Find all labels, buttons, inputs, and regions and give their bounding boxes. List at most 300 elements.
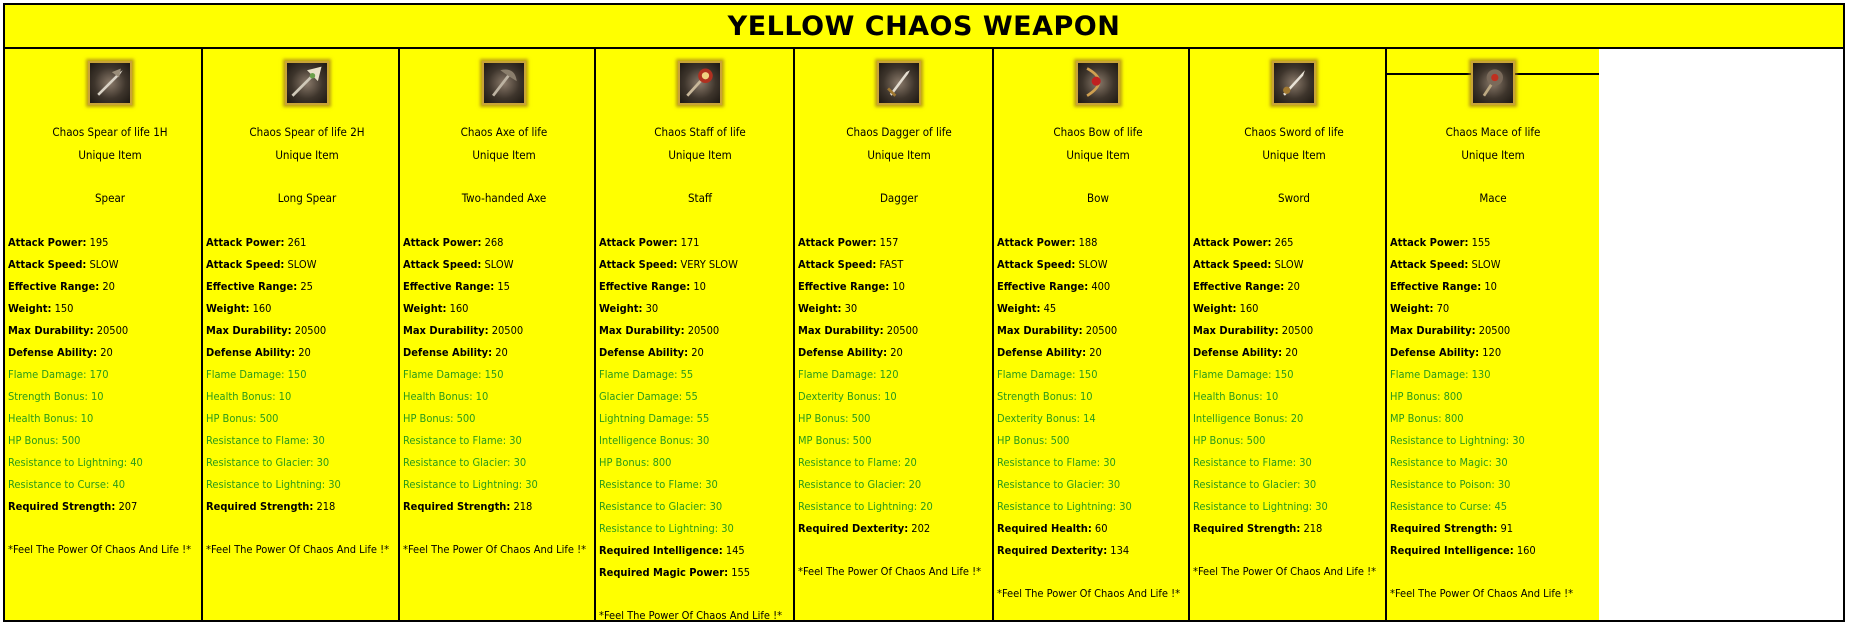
stat-value: FAST [876, 258, 904, 271]
stat-list [206, 235, 409, 556]
stat-label: Resistance to Glacier: [206, 456, 314, 469]
stat-row [206, 499, 409, 521]
stat-value: 60 [1091, 522, 1108, 535]
stat-row [403, 235, 606, 257]
stat-row [8, 477, 213, 499]
stat-value: 500 [1243, 434, 1266, 447]
stat-value: 10 [889, 280, 905, 293]
stat-label: Effective Range: [403, 280, 495, 293]
stat-value: 15 [494, 280, 510, 293]
stat-label: Flame Damage: [403, 368, 482, 381]
stat-row [798, 455, 1001, 477]
item-rarity: Unique Item [1461, 148, 1525, 162]
stat-value: 40 [109, 478, 126, 491]
stat-value: 30 [325, 478, 341, 491]
stat-label: Attack Power: [403, 236, 482, 249]
stat-label: Attack Speed: [403, 258, 482, 271]
stat-label: Resistance to Flame: [403, 434, 507, 447]
stat-row [1390, 345, 1597, 367]
stat-value: SLOW [86, 258, 119, 271]
stat-value: 20500 [684, 324, 720, 337]
stat-value: 155 [728, 566, 751, 579]
stat-label: Lightning Damage: [599, 412, 694, 425]
stat-label: Health Bonus: [8, 412, 78, 425]
stat-value: 261 [284, 236, 307, 249]
stat-label: Resistance to Lightning: [8, 456, 128, 469]
item-flavor-text: *Feel The Power Of Chaos And Life !* [599, 609, 783, 622]
stat-row [403, 323, 606, 345]
stat-value: 500 [58, 434, 81, 447]
stat-label: Required Magic Power: [599, 566, 729, 579]
stat-value: 20500 [93, 324, 129, 337]
item-name: Chaos Bow of life [1053, 125, 1143, 139]
stat-row [1390, 455, 1597, 477]
stat-value: 20 [492, 346, 508, 359]
item-type: Spear [94, 191, 126, 205]
weapon-card [594, 49, 806, 620]
stat-row [8, 323, 213, 345]
item-name: Chaos Sword of life [1244, 125, 1344, 139]
stat-label: MP Bonus: [798, 434, 850, 447]
stat-value: SLOW [1271, 258, 1304, 271]
item-rarity: Unique Item [472, 148, 536, 162]
item-type: Bow [1087, 191, 1109, 205]
stat-label: Resistance to Lightning: [206, 478, 326, 491]
stat-label: Max Durability: [206, 324, 292, 337]
stat-row [599, 455, 802, 477]
stat-row [403, 257, 606, 279]
stat-value: 800 [1440, 390, 1463, 403]
stat-value: 20 [905, 478, 922, 491]
stat-value: 20 [901, 456, 917, 469]
stat-label: Defense Ability: [599, 346, 689, 359]
stat-label: Weight: [997, 302, 1041, 315]
stat-row [1193, 433, 1396, 455]
stat-row [599, 499, 802, 521]
stat-list [8, 235, 213, 556]
stat-label: Attack Power: [997, 236, 1076, 249]
item-rarity: Unique Item [867, 148, 931, 162]
stat-row [1390, 521, 1597, 543]
stat-row [1193, 301, 1396, 323]
stat-row [599, 433, 802, 455]
stat-value: 20 [295, 346, 311, 359]
stat-row [599, 477, 802, 499]
weapon-card [201, 49, 413, 620]
stat-row [8, 499, 213, 521]
stat-label: Weight: [1193, 302, 1237, 315]
stat-value: 150 [1075, 368, 1098, 381]
stat-row [1193, 279, 1396, 301]
stat-value: 91 [1497, 522, 1514, 535]
stat-row [1390, 257, 1597, 279]
stat-label: Health Bonus: [403, 390, 473, 403]
stat-row [599, 389, 802, 411]
item-type: Mace [1479, 191, 1507, 205]
stat-value: 10 [275, 390, 292, 403]
stat-label: Health Bonus: [1193, 390, 1263, 403]
stat-row [997, 235, 1200, 257]
stat-row [206, 455, 409, 477]
stat-value: 500 [256, 412, 279, 425]
stat-label: Weight: [599, 302, 643, 315]
stat-value: 218 [313, 500, 336, 513]
stat-label: Resistance to Glacier: [599, 500, 707, 513]
stat-label: Attack Speed: [798, 258, 877, 271]
stat-row [403, 367, 606, 389]
stat-value: 10 [690, 280, 706, 293]
item-rarity: Unique Item [668, 148, 732, 162]
stat-label: Effective Range: [1193, 280, 1285, 293]
stat-value: 120 [876, 368, 899, 381]
stat-label: Flame Damage: [599, 368, 678, 381]
stat-value: 195 [86, 236, 109, 249]
stat-value: 188 [1075, 236, 1098, 249]
stat-row [1193, 499, 1396, 521]
stat-list [798, 235, 1001, 578]
stat-value: 157 [876, 236, 899, 249]
item-flavor-text: *Feel The Power Of Chaos And Life !* [798, 565, 982, 578]
stat-label: Intelligence Bonus: [1193, 412, 1288, 425]
stat-label: Effective Range: [997, 280, 1089, 293]
stat-row [1390, 389, 1597, 411]
stat-label: Attack Speed: [1390, 258, 1469, 271]
stat-label: Effective Range: [798, 280, 890, 293]
stat-row [997, 323, 1200, 345]
stat-value: SLOW [481, 258, 514, 271]
weapon-sheet [3, 3, 1845, 622]
stat-value: 20500 [291, 324, 327, 337]
stat-label: Dexterity Bonus: [997, 412, 1080, 425]
stat-row [997, 345, 1200, 367]
stat-label: HP Bonus: [599, 456, 650, 469]
stat-list [403, 235, 606, 556]
item-rarity: Unique Item [275, 148, 339, 162]
stat-value: 30 [1116, 500, 1132, 513]
stat-value: 800 [1441, 412, 1464, 425]
stat-row [206, 367, 409, 389]
stat-value: 30 [510, 456, 527, 469]
stat-label: Resistance to Lightning: [599, 522, 719, 535]
item-flavor-text: *Feel The Power Of Chaos And Life !* [206, 543, 390, 556]
stat-label: HP Bonus: [206, 412, 257, 425]
stat-label: Attack Power: [8, 236, 87, 249]
stat-row [1390, 279, 1597, 301]
stat-label: Required Strength: [1193, 522, 1301, 535]
stat-label: Resistance to Lightning: [403, 478, 523, 491]
stat-label: Effective Range: [8, 280, 100, 293]
stat-row [403, 389, 606, 411]
stat-value: 265 [1271, 236, 1294, 249]
stat-row [8, 345, 213, 367]
stat-label: Flame Damage: [8, 368, 87, 381]
stat-value: 20 [917, 500, 933, 513]
weapon-card [1385, 49, 1599, 620]
item-type: Two-handed Axe [461, 191, 547, 205]
stat-row [1390, 323, 1597, 345]
item-rarity: Unique Item [1066, 148, 1130, 162]
stat-row [8, 455, 213, 477]
stat-row [403, 301, 606, 323]
stat-label: Required Dexterity: [798, 522, 909, 535]
dagger-icon [877, 61, 921, 105]
stat-value: 120 [1479, 346, 1502, 359]
weapon-card [5, 49, 217, 620]
item-type: Sword [1278, 191, 1310, 205]
stat-row [403, 433, 606, 455]
stat-value: 70 [1433, 302, 1450, 315]
stat-value: 170 [86, 368, 109, 381]
stat-row [798, 323, 1001, 345]
stat-row [599, 235, 802, 257]
stat-row [599, 521, 802, 543]
stat-row [206, 389, 409, 411]
stat-row [8, 389, 213, 411]
axe-icon [482, 61, 526, 105]
stat-label: Flame Damage: [1390, 368, 1469, 381]
stat-row [1193, 367, 1396, 389]
stat-value: 14 [1079, 412, 1096, 425]
stat-value: 10 [1481, 280, 1497, 293]
stat-row [997, 477, 1200, 499]
stat-label: Required Health: [997, 522, 1092, 535]
stat-label: HP Bonus: [8, 434, 59, 447]
stat-row [997, 389, 1200, 411]
stat-label: Flame Damage: [798, 368, 877, 381]
stat-value: 45 [1491, 500, 1508, 513]
stat-label: Required Intelligence: [599, 544, 723, 557]
stat-row [798, 235, 1001, 257]
stat-row [599, 301, 802, 323]
stat-label: Resistance to Flame: [599, 478, 703, 491]
stat-value: 218 [1300, 522, 1323, 535]
stat-label: Max Durability: [403, 324, 489, 337]
mace-icon [1471, 61, 1515, 105]
stat-value: 134 [1107, 544, 1130, 557]
stat-label: Weight: [798, 302, 842, 315]
stat-label: Flame Damage: [206, 368, 285, 381]
stat-label: Attack Speed: [1193, 258, 1272, 271]
stat-value: 160 [446, 302, 469, 315]
stat-row [1193, 323, 1396, 345]
stat-label: Defense Ability: [1193, 346, 1283, 359]
stat-value: 25 [297, 280, 313, 293]
stat-value: 30 [693, 434, 710, 447]
stat-value: 500 [848, 412, 871, 425]
stat-label: Resistance to Flame: [798, 456, 902, 469]
stat-row [599, 323, 802, 345]
stat-value: 30 [313, 456, 330, 469]
stat-value: 10 [1076, 390, 1093, 403]
stat-value: 20500 [488, 324, 524, 337]
bow-icon [1076, 61, 1120, 105]
item-name: Chaos Spear of life 2H [249, 125, 365, 139]
stat-value: 800 [649, 456, 672, 469]
stat-value: 20 [99, 280, 115, 293]
stat-value: 160 [1513, 544, 1536, 557]
stat-row [206, 301, 409, 323]
stat-row [599, 411, 802, 433]
stat-label: Effective Range: [1390, 280, 1482, 293]
stat-row [599, 257, 802, 279]
stat-value: 155 [1468, 236, 1491, 249]
stat-label: HP Bonus: [403, 412, 454, 425]
stat-value: 20 [1282, 346, 1298, 359]
item-name: Chaos Dagger of life [846, 125, 952, 139]
stat-value: 30 [642, 302, 659, 315]
stat-row [997, 411, 1200, 433]
stat-value: 500 [1047, 434, 1070, 447]
item-flavor-text: *Feel The Power Of Chaos And Life !* [403, 543, 587, 556]
stat-label: Weight: [1390, 302, 1434, 315]
item-name: Chaos Spear of life 1H [52, 125, 168, 139]
stat-row [798, 477, 1001, 499]
stat-list [1390, 235, 1597, 600]
stat-label: Strength Bonus: [997, 390, 1077, 403]
stat-value: 150 [1271, 368, 1294, 381]
stat-value: 145 [722, 544, 745, 557]
stat-label: HP Bonus: [798, 412, 849, 425]
stat-row [1390, 499, 1597, 521]
stat-row [1390, 411, 1597, 433]
stat-value: SLOW [1075, 258, 1108, 271]
stat-label: Resistance to Glacier: [1193, 478, 1301, 491]
stat-row [997, 257, 1200, 279]
weapon-card [793, 49, 1005, 620]
stat-label: Resistance to Glacier: [798, 478, 906, 491]
stat-row [1390, 433, 1597, 455]
stat-value: 10 [87, 390, 104, 403]
stat-row [1193, 345, 1396, 367]
stat-label: Resistance to Flame: [997, 456, 1101, 469]
stat-row [1193, 389, 1396, 411]
stat-label: Resistance to Glacier: [403, 456, 511, 469]
stat-label: Resistance to Curse: [8, 478, 110, 491]
stat-label: Required Strength: [206, 500, 314, 513]
stat-row [206, 433, 409, 455]
page-title: YELLOW CHAOS WEAPON [727, 10, 1121, 42]
stat-label: HP Bonus: [997, 434, 1048, 447]
stat-label: Max Durability: [997, 324, 1083, 337]
item-name: Chaos Mace of life [1445, 125, 1541, 139]
item-name: Chaos Axe of life [460, 125, 548, 139]
item-type: Long Spear [277, 191, 337, 205]
stat-label: Resistance to Flame: [1193, 456, 1297, 469]
stat-row [599, 367, 802, 389]
stat-value: 10 [880, 390, 897, 403]
stat-row [798, 367, 1001, 389]
stat-row [8, 411, 213, 433]
item-rarity: Unique Item [1262, 148, 1326, 162]
stat-value: 20500 [1082, 324, 1118, 337]
stat-row [997, 455, 1200, 477]
stat-label: Flame Damage: [997, 368, 1076, 381]
stat-label: Weight: [403, 302, 447, 315]
stat-row [1193, 257, 1396, 279]
stat-label: HP Bonus: [1193, 434, 1244, 447]
stat-label: Max Durability: [798, 324, 884, 337]
stat-value: 171 [677, 236, 700, 249]
stat-row [997, 367, 1200, 389]
stat-label: Required Intelligence: [1390, 544, 1514, 557]
stat-row [997, 301, 1200, 323]
stat-row [997, 433, 1200, 455]
stat-label: Weight: [206, 302, 250, 315]
stat-value: 10 [77, 412, 94, 425]
stat-value: 20 [1284, 280, 1300, 293]
stat-label: Attack Speed: [599, 258, 678, 271]
stat-value: 30 [1296, 456, 1312, 469]
stat-row [599, 565, 802, 587]
stat-label: Required Strength: [8, 500, 116, 513]
stat-value: 55 [682, 390, 698, 403]
stat-label: Weight: [8, 302, 52, 315]
stat-value: 202 [908, 522, 931, 535]
stat-row [206, 235, 409, 257]
stat-value: 20 [97, 346, 113, 359]
stat-list [997, 235, 1200, 600]
stat-value: 45 [1040, 302, 1057, 315]
stat-label: Attack Power: [206, 236, 285, 249]
stat-label: Effective Range: [599, 280, 691, 293]
stat-label: Resistance to Lightning: [1193, 500, 1313, 513]
stat-row [206, 257, 409, 279]
stat-value: 150 [481, 368, 504, 381]
stat-value: 30 [1494, 478, 1511, 491]
stat-value: 55 [693, 412, 710, 425]
stat-value: 30 [1100, 456, 1116, 469]
stat-label: Health Bonus: [206, 390, 276, 403]
title-banner [5, 5, 1843, 49]
stat-row [403, 279, 606, 301]
stat-value: 30 [506, 434, 522, 447]
stat-value: 30 [1509, 434, 1525, 447]
stat-row [997, 499, 1200, 521]
stat-value: VERY SLOW [677, 258, 738, 271]
stat-row [997, 279, 1200, 301]
stat-label: Defense Ability: [403, 346, 493, 359]
stat-row [798, 521, 1001, 543]
stat-row [206, 345, 409, 367]
stat-value: 20 [688, 346, 704, 359]
stat-row [798, 257, 1001, 279]
stat-value: 20500 [883, 324, 919, 337]
stat-label: Attack Power: [798, 236, 877, 249]
stat-row [1390, 301, 1597, 323]
stat-row [206, 279, 409, 301]
stat-row [8, 301, 213, 323]
stat-row [1390, 367, 1597, 389]
stat-label: Resistance to Poison: [1390, 478, 1495, 491]
weapon-card [398, 49, 610, 620]
stat-value: 10 [472, 390, 489, 403]
stat-row [1193, 235, 1396, 257]
item-flavor-text: *Feel The Power Of Chaos And Life !* [1193, 565, 1377, 578]
stat-value: 20 [1287, 412, 1304, 425]
stat-value: 207 [115, 500, 138, 513]
stat-value: 30 [718, 522, 734, 535]
stat-row [8, 235, 213, 257]
stat-label: Attack Speed: [997, 258, 1076, 271]
item-flavor-text: *Feel The Power Of Chaos And Life !* [8, 543, 192, 556]
stat-row [599, 345, 802, 367]
stat-value: 150 [51, 302, 74, 315]
item-type: Staff [687, 191, 713, 205]
weapon-card [992, 49, 1204, 620]
stat-label: Attack Power: [1390, 236, 1469, 249]
stat-label: Attack Power: [1193, 236, 1272, 249]
stat-row [1193, 521, 1396, 543]
